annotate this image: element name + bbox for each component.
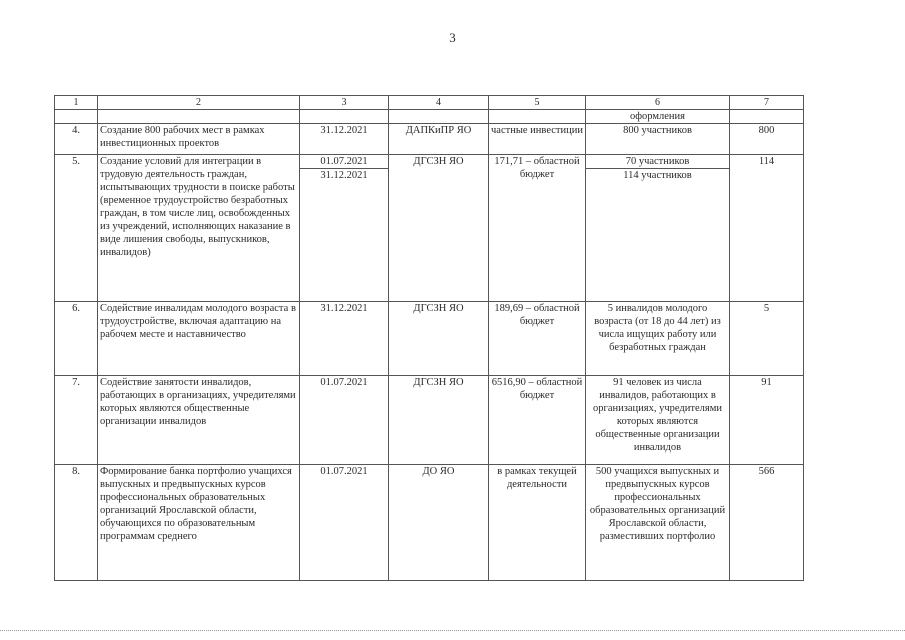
table-row [55, 465, 804, 581]
cell-date [300, 110, 389, 124]
col-header: 5 [489, 96, 586, 110]
cell-task: Создание условий для интеграции в трудовую деятельность граждан, испытывающих трудности в поиске работы (временное трудоустройство безработных граждан, в том числе лиц, освобожденных из учреждений, исполняющих наказание в виде лишения свободы, выпускников, инвалидов) [98, 155, 300, 302]
cell-num [55, 110, 98, 124]
page-number: 3 [449, 30, 456, 45]
cell-value: 566 [730, 465, 804, 581]
col-header: 7 [730, 96, 804, 110]
cell-funding: в рамках текущей деятельности [489, 465, 586, 581]
cell-task [98, 110, 300, 124]
col-header: 1 [55, 96, 98, 110]
scan-bottom-edge [0, 630, 905, 631]
cell-task: Формирование банка портфолио учащихся выпускных и предвыпускных курсов профессиональных образовательных организаций Ярославской области, обучающихся по образовательным программам среднего [98, 465, 300, 581]
cell-task: Создание 800 рабочих мест в рамках инвестиционных проектов [98, 124, 300, 155]
activities-table [54, 95, 804, 581]
cell-funding: частные инвестиции [489, 124, 586, 155]
cell-date: 31.12.2021 [300, 124, 389, 155]
cell-result: 91 человек из числа инвалидов, работающих в организациях, учредителями которых являются общественные организации инвалидов [586, 376, 730, 465]
cell-executor: ДГСЗН ЯО [389, 376, 489, 465]
cell-executor: ДО ЯО [389, 465, 489, 581]
cell-result: оформления [586, 110, 730, 124]
table-row [55, 124, 804, 155]
header-row [55, 96, 804, 110]
cell-executor: ДАПКиПР ЯО [389, 124, 489, 155]
cell-funding [489, 110, 586, 124]
cell-executor: ДГСЗН ЯО [389, 155, 489, 302]
cell-funding: 189,69 – областной бюджет [489, 302, 586, 376]
date-start: 01.07.2021 [320, 156, 368, 167]
cell-date: 01.07.2021 [300, 376, 389, 465]
cell-result: 5 инвалидов молодого возраста (от 18 до 44 лет) из числа ищущих работу или безработных граждан [586, 302, 730, 376]
date-end: 31.12.2021 [300, 168, 388, 182]
cell-task: Содействие инвалидам молодого возраста в трудоустройстве, включая адаптацию на рабочем месте и наставничество [98, 302, 300, 376]
table-row [55, 155, 804, 302]
cell-num: 8. [55, 465, 98, 581]
cell-date: 01.07.2021 [300, 465, 389, 581]
result-first: 70 участников [625, 156, 690, 167]
col-header: 2 [98, 96, 300, 110]
table-row [55, 110, 804, 124]
cell-num: 4. [55, 124, 98, 155]
table-row [55, 302, 804, 376]
col-header: 3 [300, 96, 389, 110]
cell-date: 31.12.2021 [300, 302, 389, 376]
cell-funding: 6516,90 – областной бюджет [489, 376, 586, 465]
col-header: 6 [586, 96, 730, 110]
cell-executor [389, 110, 489, 124]
cell-num: 7. [55, 376, 98, 465]
cell-value: 5 [730, 302, 804, 376]
table-row [55, 376, 804, 465]
cell-num: 6. [55, 302, 98, 376]
cell-task: Содействие занятости инвалидов, работающих в организациях, учредителями которых являются общественные организации инвалидов [98, 376, 300, 465]
cell-num: 5. [55, 155, 98, 302]
result-second: 114 участников [586, 168, 729, 182]
cell-result: 500 учащихся выпускных и предвыпускных курсов профессиональных образовательных организаций Ярославской области, разместивших портфолио [586, 465, 730, 581]
cell-value: 91 [730, 376, 804, 465]
cell-value: 800 [730, 124, 804, 155]
cell-funding: 171,71 – областной бюджет [489, 155, 586, 302]
cell-value: 114 [730, 155, 804, 302]
cell-value [730, 110, 804, 124]
cell-result [586, 155, 730, 302]
col-header: 4 [389, 96, 489, 110]
cell-date [300, 155, 389, 302]
cell-result: 800 участников [586, 124, 730, 155]
cell-executor: ДГСЗН ЯО [389, 302, 489, 376]
